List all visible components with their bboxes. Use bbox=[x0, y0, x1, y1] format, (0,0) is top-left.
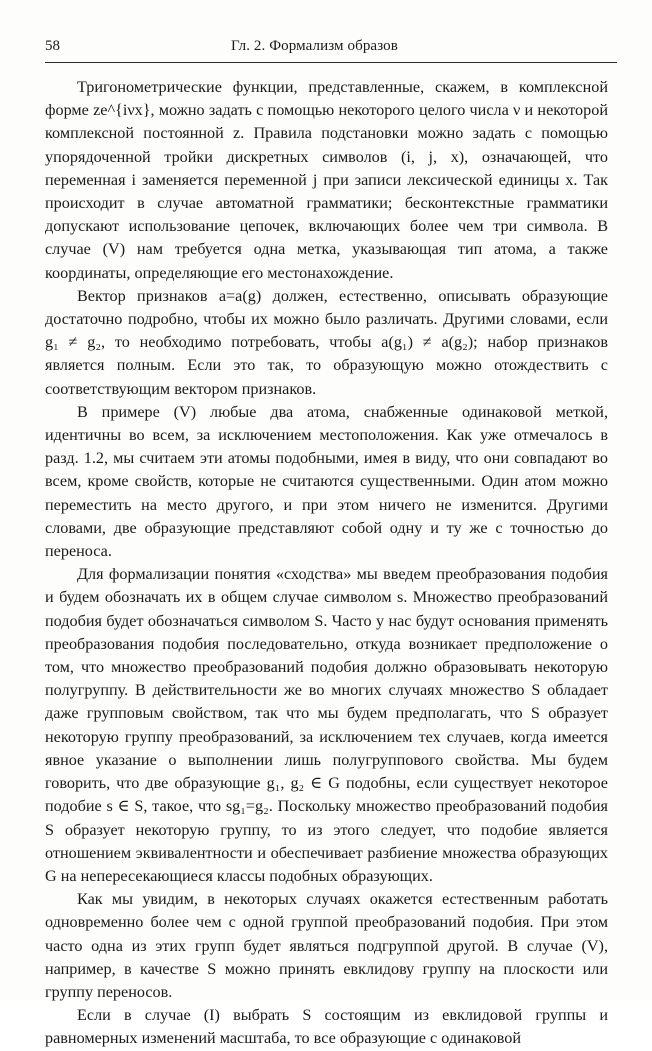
paragraph-3: В примере (V) любые два атома, снабженные одинаковой меткой, идентичны во всем, за исключением местоположения. Как уже отмечалось в разд. 1.2, мы считаем эти атомы подобными, имея в виду, что они совпадают во всем, кроме свойств, которые не считаются существенными. Один атом можно переместить на место другого, и при этом ничего не изменится. Другими словами, две образующие представляют собой одну и ту же с точностью до переноса. bbox=[45, 402, 608, 561]
body-text bbox=[45, 76, 608, 1051]
paragraph-4: Для формализации понятия «сходства» мы введем преобразования подобия и будем обозначать их в общем случае символом s. Множество преобразований подобия будет обозначаться символом S. Часто у нас будут основания применять преобразования подобия последовательно, откуда возникает предположение о том, что множество преобразований подобия должно образовывать некоторую полугруппу. В действительности же во многих случаях множество S обладает даже групповым свойством, так что мы будем предполагать, что S образует некоторую группу преобразований, за исключением тех случаев, когда имеется явное указание о выполнении лишь полугруппового свойства. Мы будем говорить, что две образующие g₁, g₂ ∈ G подобны, если существует некоторое подобие s ∈ S, такое, что sg₁=g₂. Поскольку множество преобразований подобия S образует некоторую группу, то из этого следует, что подобие является отношением эквивалентности и обеспечивает разбиение множества образующих G на непересекающиеся классы подобных образующих. bbox=[45, 565, 608, 885]
paragraph-6: Если в случае (I) выбрать S состоящим из евклидовой группы и равномерных изменений масштаба, то все образующие с одинаковой bbox=[45, 1006, 608, 1048]
paragraph-2: Вектор признаков a=a(g) должен, естественно, описывать образующие достаточно подробно, чтобы их можно было различать. Другими словами, если g₁ ≠ g₂, то необходимо потребовать, чтобы a(g₁) ≠ a(g₂); набор признаков является полным. Если это так, то образующую можно отождествить с соответствующим вектором признаков. bbox=[45, 286, 608, 398]
paragraph-5: Как мы увидим, в некоторых случаях окажется естественным работать одновременно более чем с одной группой преобразований подобия. При этом часто одна из этих групп будет являться подгруппой другой. В случае (V), например, в качестве S можно принять евклидову группу на плоскости или группу переносов. bbox=[45, 890, 608, 1001]
running-title: Гл. 2. Формализм образов bbox=[231, 38, 398, 54]
header-rule bbox=[45, 62, 617, 63]
paragraph-1: Тригонометрические функции, представленные, скажем, в комплексной форме ze^{iνx}, можно задать с помощью некоторого целого числа ν и некоторой комплексной постоянной z. Правила подстановки можно задать с помощью упорядоченной тройки дискретных символов (i, j, x), означающей, что переменная i заменяется переменной j при записи лексической единицы x. Так происходит в случае автоматной грамматики; бесконтекстные грамматики допускают использование цепочек, включающих более чем три символа. В случае (V) нам требуется одна метка, указывающая тип атома, а также координаты, определяющие его местонахождение. bbox=[45, 78, 608, 282]
page-number: 58 bbox=[45, 38, 60, 54]
page-header bbox=[45, 36, 617, 60]
